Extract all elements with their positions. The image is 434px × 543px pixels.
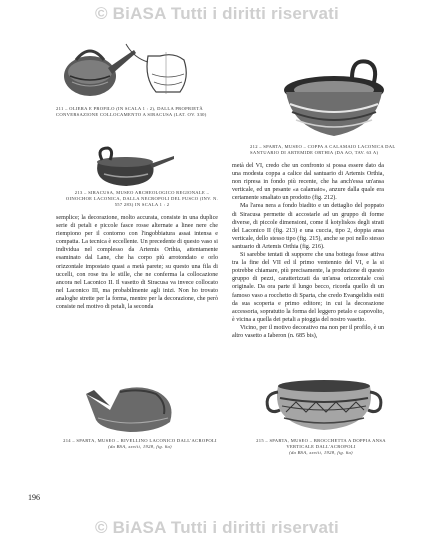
figure-213-image [82, 146, 178, 188]
right-paragraph-4: Vicino, per il motivo decorativo ma non per il profilo, è un altro vasetto a Iaberon (n. 685 bis), [232, 324, 384, 339]
figure-213-caption-text: 213 – SIRACUSA, MUSEO ARCHEOLOGICO REGIONALE – OINOCHOE LACONICA, DALLA NECROPOLI DEL FUSCO (INV. N. 557 283) IN SCALA 1 : 2 [65, 190, 219, 207]
watermark-top: © BiASA Tutti i diritti riservati [95, 4, 339, 23]
left-column-text [56, 214, 218, 311]
figure-215-image [262, 372, 386, 434]
left-paragraph: semplice; la decorazione, molto accurata, consiste in una duplice serie di petali e piccole fasce rosse alternate a linee nere che riempiono per il contorno con l'ingobbiatura assai intensa e compatta. La tecnica è eccellente. Un precedente di questo vaso si individua nel complesso da Artemis Orthia, attentamente esaminato dal Lane, che ha corpo più arrotondato e orlo orizzontale impostato quasi a metà parete; su questo una fila di uccelli, con rose tra le stille, che ne conferma la collocazione ancora nel Laconico II. Il vasetto di Siracusa va invece collocato nel Laconico III, ma probabilmente agli inizi. Non ho trovato analoghe strette per la forma, mentre per la decorazione, che però consiste nel motivo di petali, la seconda [56, 215, 218, 311]
figure-214-caption-line-2: (da BSA, xxviii, 1928, fig. 6a) [108, 444, 172, 449]
figure-214-caption [60, 438, 220, 450]
figure-214-image [80, 380, 182, 434]
page-number: 196 [28, 493, 40, 502]
right-paragraph-1: metà del VI, credo che un confronto si possa essere dato da una modesta coppa a calice dal santuario di Artemis Orthia, non ripresa in fondo più recente, che ha anch'essa un'ansa verticale, ed un pesante «a calamaio», anzure dalla quale era certamente smaltato un prodotto (fig. 212). [232, 163, 384, 202]
figure-215-caption-line-2: (da BSA, xxviii, 1928, fig. 6a) [289, 450, 353, 455]
figure-212-caption-text: 212 – SPARTA, MUSEO – COPPA A CALAMAIO LACONICA DAL SANTUARIO DI ARTEMIDE ORTHIA (DA AO, TAV. 63 A) [250, 144, 396, 155]
figure-212-caption [250, 144, 400, 156]
figure-211-caption [56, 106, 226, 118]
figure-213-caption [62, 190, 222, 208]
right-paragraph-3: Si sarebbe tentati di supporre che una bottega fosse attiva tra la fine del VII ed il primo ventennio del VI, e la si potrebbe chiamare, più precisamente, la produzione di questo gruppo di pezzi, caratterizzati da un'ansa orizzontale così originale. Da ora parte il lungo becco, ricorda quello di un famoso vaso a rocchetto di Sparta, che credo Evangelidis esiti da sua scoperta e primo editore; in cui la decorazione accessoria, sopratutto la forma del leggero petalo e capovolto, è vicina a quella dei petali a pioggia del nostro vasetto. [232, 252, 384, 323]
right-paragraph-2: Ma l'area nera a fondo biadito e un dettaglio del poppato di Siracusa permette di accostarle ad un gruppo di forme diverse, di piccole dimensioni, come il kotyliskos degli strati del Laconico II (fig. 213) e una cuccia, tipo 2, doppia ansa verticale, dello stesso tipo (fig. 215), anche se poi nello stesso santuario di Artemis Orthia (fig. 216). [232, 203, 384, 250]
figure-215-caption [242, 438, 400, 456]
figure-214-caption-line-1: 214 – SPARTA, MUSEO – RIVELLINO LACONICO DALL'ACROPOLI [63, 438, 217, 443]
figure-212-image [278, 56, 390, 142]
right-column-text [232, 162, 384, 340]
figure-211-caption-text: 211 – OLIERA E PROFILO (IN SCALA 1 : 2), DALLA PROPRIETÀ CONVERSAZIONE COLLOCAMENTO A SIRACUSA (LAT. OV. 330) [56, 106, 207, 117]
watermark-bottom: © BiASA Tutti i diritti riservati [95, 518, 339, 537]
figure-215-caption-line-1: 215 – SPARTA, MUSEO – BROCCHETTA A DOPPIA ANSA VERTICALE DALL'ACROPOLI [256, 438, 386, 449]
figure-211-image [56, 32, 196, 104]
